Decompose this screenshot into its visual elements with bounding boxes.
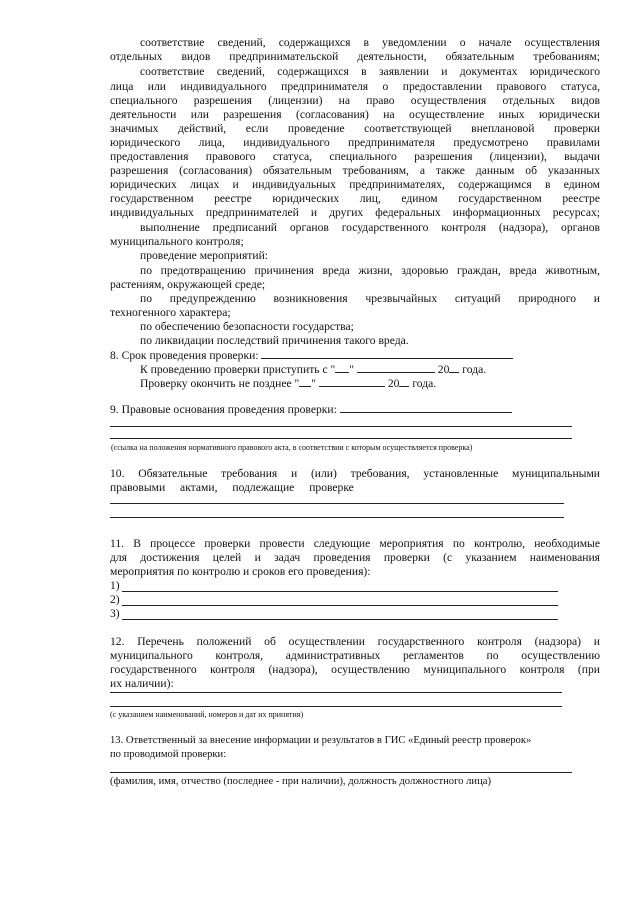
end-year-field[interactable] bbox=[399, 376, 409, 387]
item-1-field[interactable] bbox=[122, 591, 558, 592]
text-line: по обеспечению безопасности государства; bbox=[140, 320, 354, 333]
text-line: по предотвращению причинения вреда жизни, здоровью граждан, вреда животным, bbox=[140, 264, 600, 277]
text-line: деятельности или разрешения (согласования) на осуществление иных юридически bbox=[110, 108, 600, 121]
section-13-line: по проводимой проверки: bbox=[110, 749, 227, 760]
section-10-line: 10. Обязательные требования и (или) требования, установленные муниципальными bbox=[110, 467, 600, 480]
section-12-line: государственного контроля (надзора), осуществлению муниципального контроля (при bbox=[110, 663, 600, 676]
text-line: муниципального контроля; bbox=[110, 235, 244, 248]
section-8-label: 8. Срок проведения проверки: bbox=[110, 349, 259, 362]
end-year-suffix: года. bbox=[412, 377, 437, 390]
section-9-note: (ссылка на положения нормативного правового акта, в соответствии с которым осуществляется проверка) bbox=[111, 443, 473, 452]
text-line: соответствие сведений, содержащихся в заявлении и документах юридического bbox=[140, 65, 600, 78]
start-year-field[interactable] bbox=[449, 362, 459, 373]
start-year-prefix: 20 bbox=[437, 363, 450, 376]
item-3-field[interactable] bbox=[122, 619, 558, 620]
section-12-line: муниципального контроля, административных регламентов по осуществлению bbox=[110, 649, 600, 662]
end-date-label: Проверку окончить не позднее " bbox=[140, 377, 300, 390]
end-year-prefix: 20 bbox=[387, 377, 400, 390]
section-11-line: для достижения целей и задач проведения проверки (с указанием наименования bbox=[110, 551, 600, 564]
section-9-label: 9. Правовые основания проведения проверки: bbox=[110, 403, 337, 416]
start-date-label: К проведению проверки приступить с " bbox=[140, 363, 336, 376]
start-month-field[interactable] bbox=[357, 362, 435, 373]
section-12-line: 12. Перечень положений об осуществлении государственного контроля (надзора) и bbox=[110, 635, 600, 648]
text-line: лица или индивидуального предпринимателя о предоставлении правового статуса, bbox=[110, 80, 600, 93]
text-line: предоставления правового статуса, специального разрешения (лицензии), выдачи bbox=[110, 150, 600, 163]
text-line: соответствие сведений, содержащихся в уведомлении о начале осуществления bbox=[140, 36, 600, 49]
start-day-field[interactable] bbox=[335, 362, 349, 373]
section-9-title bbox=[110, 402, 512, 417]
responsible-person-field[interactable] bbox=[110, 772, 572, 773]
blank-line[interactable] bbox=[110, 503, 564, 504]
blank-line[interactable] bbox=[110, 426, 572, 427]
text-line: проведение мероприятий: bbox=[140, 249, 269, 262]
section-11-line: мероприятия по контролю и сроков его проведения): bbox=[110, 565, 371, 578]
section-12-line: их наличии): bbox=[110, 677, 174, 690]
text-line: отдельных видов предпринимательской деятельности, обязательным требованиям; bbox=[110, 50, 600, 63]
blank-line[interactable] bbox=[110, 517, 564, 518]
section-8-title bbox=[110, 348, 513, 363]
item-1-label: 1) bbox=[110, 579, 120, 592]
end-day-field[interactable] bbox=[299, 376, 311, 387]
quote-mark: " bbox=[349, 363, 354, 376]
text-line: разрешения (согласования) обязательным требованиям, а также данным об указанных bbox=[110, 164, 600, 177]
text-line: растениям, окружающей среде; bbox=[110, 278, 266, 291]
blank-line[interactable] bbox=[110, 692, 562, 693]
text-line: выполнение предписаний органов государственного контроля (надзора), органов bbox=[140, 221, 600, 234]
end-date-line bbox=[140, 376, 436, 391]
start-date-line bbox=[140, 362, 486, 377]
term-field[interactable] bbox=[261, 348, 513, 359]
section-13-line: 13. Ответственный за внесение информации и результатов в ГИС «Единый реестр проверок» bbox=[110, 735, 532, 746]
legal-basis-field[interactable] bbox=[340, 402, 512, 413]
text-line: по предупреждению возникновения чрезвычайных ситуаций природного и bbox=[140, 292, 600, 305]
quote-mark: " bbox=[311, 377, 316, 390]
blank-line[interactable] bbox=[110, 706, 562, 707]
text-line: государственном реестре юридических лиц, едином государственном реестре bbox=[110, 192, 600, 205]
text-line: техногенного характера; bbox=[110, 306, 231, 319]
item-2-field[interactable] bbox=[122, 605, 558, 606]
item-2-label: 2) bbox=[110, 593, 120, 606]
text-line: юридических лицах и индивидуальных предпринимателях, содержащимся в едином bbox=[110, 178, 600, 191]
section-13-note: (фамилия, имя, отчество (последнее - при наличии), должность должностного лица) bbox=[110, 776, 491, 787]
text-line: специального разрешения (лицензии) на право осуществления отдельных видов bbox=[110, 94, 600, 107]
section-11-line: 11. В процессе проверки провести следующие мероприятия по контролю, необходимые bbox=[110, 537, 600, 550]
end-month-field[interactable] bbox=[319, 376, 385, 387]
text-line: юридического лица, индивидуального предпринимателя предусмотрено правилами bbox=[110, 136, 600, 149]
text-line: значимых действий, если проведение соответствующей внеплановой проверки bbox=[110, 122, 600, 135]
section-12-note: (с указанием наименований, номеров и дат их принятия) bbox=[110, 710, 304, 719]
section-10-line: правовыми актами, подлежащие проверке bbox=[110, 481, 354, 494]
item-3-label: 3) bbox=[110, 607, 120, 620]
start-year-suffix: года. bbox=[462, 363, 487, 376]
text-line: индивидуальных предпринимателей и других федеральных информационных ресурсах; bbox=[110, 206, 600, 219]
blank-line[interactable] bbox=[110, 438, 572, 439]
text-line: по ликвидации последствий причинения такого вреда. bbox=[140, 334, 409, 347]
